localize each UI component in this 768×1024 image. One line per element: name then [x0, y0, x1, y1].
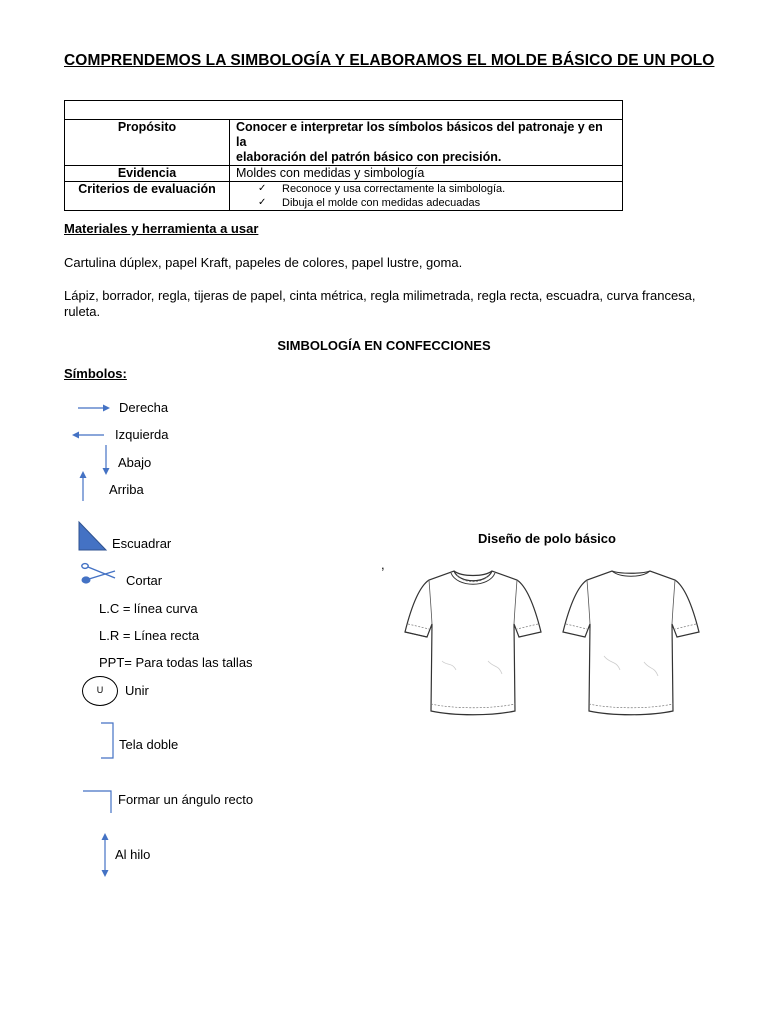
- proposito-line-2: elaboración del patrón básico con precisión.: [236, 150, 502, 164]
- symbol-abajo-label: Abajo: [118, 455, 152, 470]
- symbol-lr-label: L.R = Línea recta: [99, 628, 200, 643]
- symbols-heading: Símbolos:: [64, 366, 127, 381]
- info-table: [64, 100, 623, 211]
- symbol-al-hilo-label: Al hilo: [115, 847, 151, 862]
- symbol-lc-label: L.C = línea curva: [99, 601, 198, 616]
- symbol-tela-doble-label: Tela doble: [119, 737, 179, 752]
- square-triangle-icon: [77, 520, 109, 552]
- double-fabric-bracket-icon: [99, 721, 117, 761]
- table-empty-row: [65, 101, 623, 120]
- criterios-label: Criterios de evaluación: [65, 182, 230, 211]
- tshirt-front-icon: [402, 566, 544, 718]
- section-title: SIMBOLOGÍA EN CONFECCIONES: [277, 338, 491, 353]
- materials-line-2a: Lápiz, borrador, regla, tijeras de papel, cinta métrica, regla milimetrada, regla recta, escuadra, curva francesa,: [64, 288, 696, 303]
- stray-mark: ,: [381, 557, 385, 572]
- evidencia-label: Evidencia: [65, 166, 230, 182]
- evidencia-text: Moldes con medidas y simbología: [230, 166, 623, 182]
- down-arrow-icon: [100, 443, 112, 477]
- symbol-unir-label: Unir: [125, 683, 149, 698]
- right-arrow-icon: [76, 402, 112, 414]
- page-title: COMPRENDEMOS LA SIMBOLOGÍA Y ELABORAMOS EL MOLDE BÁSICO DE UN POLO: [64, 52, 715, 69]
- design-heading: Diseño de polo básico: [478, 531, 616, 546]
- proposito-text: [230, 120, 623, 166]
- proposito-line-1: Conocer e interpretar los símbolos básicos del patronaje y en la: [236, 120, 603, 149]
- symbol-cortar-label: Cortar: [126, 573, 163, 588]
- proposito-label: Propósito: [65, 120, 230, 166]
- criterio-item: ✓ Dibuja el molde con medidas adecuadas: [258, 196, 616, 210]
- grain-line-arrow-icon: [99, 831, 111, 879]
- criterio-item: ✓ Reconoce y usa correctamente la simbología.: [258, 182, 616, 196]
- scissors-icon: [79, 562, 119, 586]
- symbol-izquierda-label: Izquierda: [115, 427, 169, 442]
- materials-heading: Materiales y herramienta a usar: [64, 221, 259, 236]
- symbol-arriba-label: Arriba: [109, 482, 144, 497]
- unir-circle-icon: [82, 676, 118, 706]
- left-arrow-icon: [70, 429, 106, 441]
- symbol-derecha-label: Derecha: [119, 400, 169, 415]
- materials-line-2b: ruleta.: [64, 304, 101, 319]
- materials-line-1: Cartulina dúplex, papel Kraft, papeles de colores, papel lustre, goma.: [64, 255, 463, 270]
- criterios-list: [236, 182, 616, 210]
- symbol-escuadrar-label: Escuadrar: [112, 536, 172, 551]
- symbol-ppt-label: PPT= Para todas las tallas: [99, 655, 253, 670]
- criterios-cell: [230, 182, 623, 211]
- unir-letter: U: [96, 685, 104, 695]
- right-angle-icon: [82, 789, 116, 815]
- symbol-angulo-label: Formar un ángulo recto: [118, 792, 254, 807]
- up-arrow-icon: [77, 469, 89, 503]
- tshirt-back-icon: [560, 566, 702, 718]
